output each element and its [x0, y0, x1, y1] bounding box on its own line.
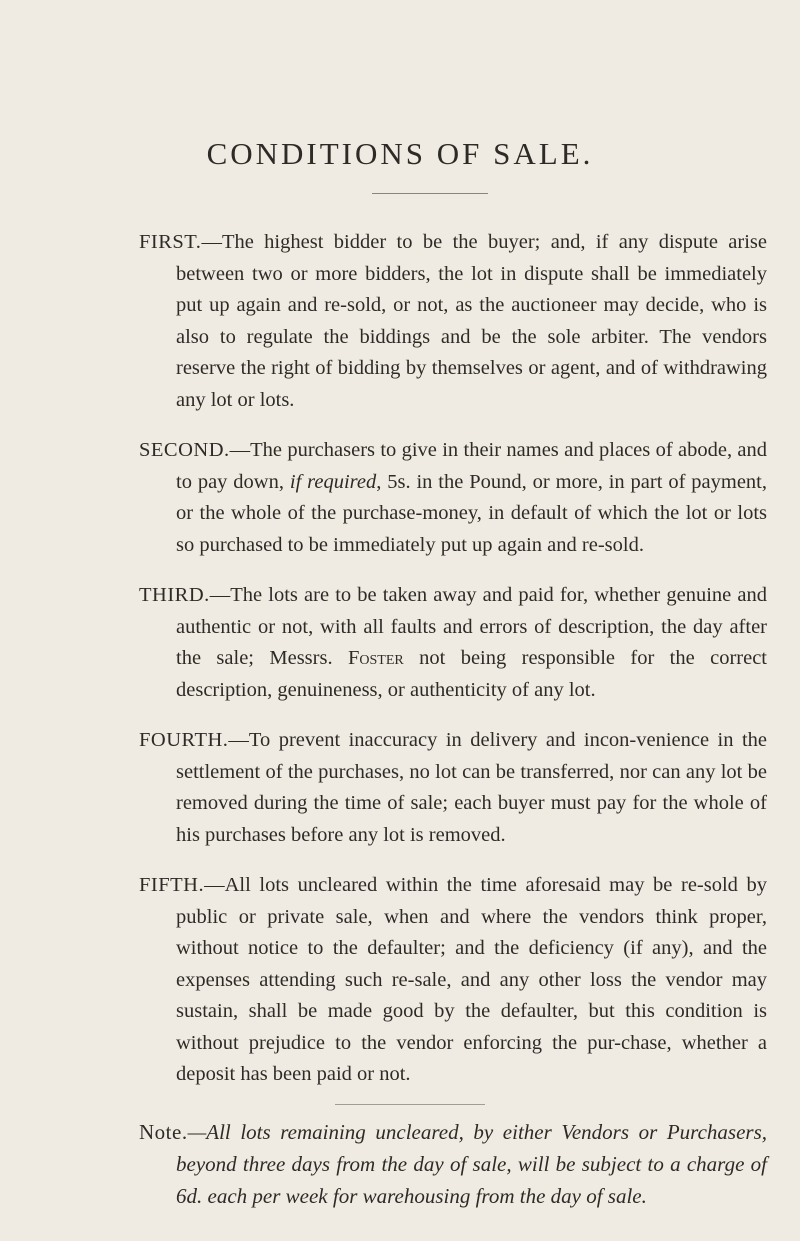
clause-text: —The lots are to be taken away and paid for, whether genuine and authentic or not, with all faults and errors of description, the day after the sale; Messrs. — [176, 584, 767, 669]
note-text: —All lots remaining uncleared, by either Vendors or Purchasers, beyond three days from the day of sale, will be subject to a charge of 6d. each per week for warehousing from the day of sale. — [176, 1120, 767, 1208]
clause-lead: FOURTH. — [139, 729, 229, 751]
title-divider — [372, 193, 488, 194]
firm-name: Foster — [347, 647, 404, 669]
clause-fifth — [139, 870, 767, 1091]
clause-lead: SECOND. — [139, 439, 230, 461]
page-title: CONDITIONS OF SALE. — [206, 136, 594, 171]
note-divider — [335, 1104, 485, 1105]
clause-text: , 5s. in the Pound, or more, in part of payment, or the whole of the purchase-money, in default of which the lot or lots so purchased to be immediately put up again and re-sold. — [176, 470, 767, 556]
clause-text: —The highest bidder to be the buyer; and, if any dispute arise between two or more bidders, the lot in dispute shall be immediately put up again and re-sold, or not, as the auctioneer may decide, who is also to regulate the biddings and be the sole arbiter. The vendors reserve the right of bidding by themselves or agent, and of withdrawing any lot or lots. — [176, 231, 767, 411]
note — [139, 1116, 767, 1212]
clause-third — [139, 580, 767, 706]
clause-text: not being responsible for the correct description, genuineness, or authenticity of any lot. — [176, 647, 767, 701]
clause-text: —All lots uncleared within the time aforesaid may be re-sold by public or private sale, when and where the vendors think proper, without notice to the defaulter; and the deficiency (if any), and the expenses attending such re-sale, and any other loss the vendor may sustain, shall be made good by the defaulter, but this condition is without prejudice to the vendor enforcing the pur-chase, whether a deposit has been paid or not. — [176, 874, 767, 1085]
clause-italic-text: if required — [289, 470, 377, 493]
clause-lead: FIRST. — [139, 231, 202, 253]
clause-text: —To prevent inaccuracy in delivery and incon-venience in the settlement of the purchases, no lot can be transferred, nor can any lot be removed during the time of sale; each buyer must pay for the whole of his purchases before any lot is removed. — [176, 729, 767, 846]
note-lead: Note. — [139, 1120, 188, 1144]
clause-second — [139, 435, 767, 561]
clause-lead: THIRD. — [139, 584, 210, 606]
clause-first — [139, 227, 767, 416]
clause-fourth — [139, 725, 767, 851]
clause-text: —The purchasers to give in their names and places of abode, and to pay down, — [176, 439, 767, 493]
clause-lead: FIFTH. — [139, 874, 205, 896]
